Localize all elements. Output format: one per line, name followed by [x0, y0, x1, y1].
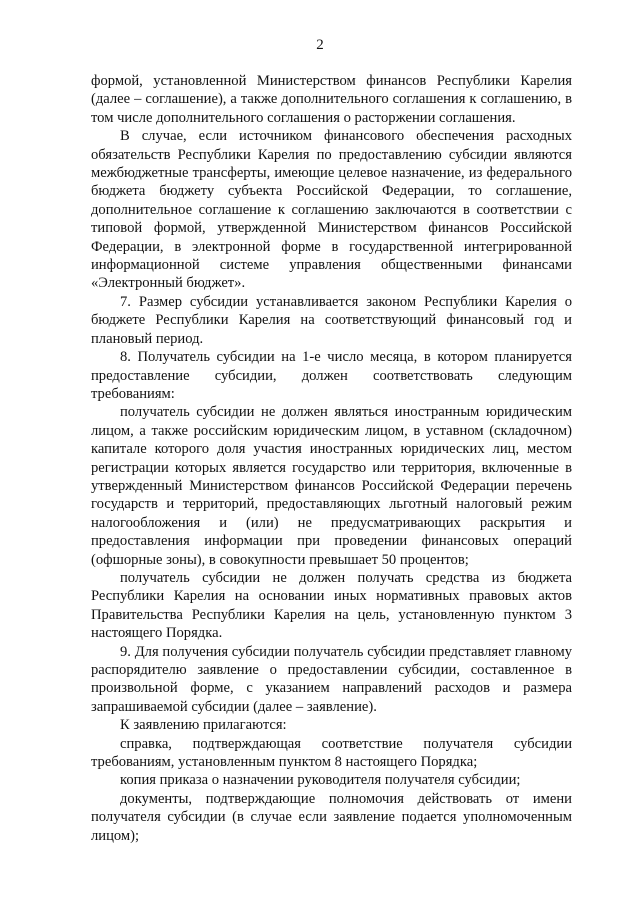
- paragraph: получатель субсидии не должен получать средства из бюджета Республики Карелия на основании иных нормативных правовых актов Правительства Республики Карелия на цель, установленную пунктом 3 настоящего Порядка.: [91, 569, 572, 642]
- paragraph-item-9: 9. Для получения субсидии получатель субсидии представляет главному распорядителю заявление о предоставлении субсидии, составленное в произвольной форме, с указанием направлений расходов и размера запрашиваемой субсидии (далее – заявление).: [91, 643, 572, 715]
- paragraph: документы, подтверждающие полномочия действовать от имени получателя субсидии (в случае если заявление подается уполномоченным лицом);: [91, 790, 572, 844]
- page-number: 2: [316, 37, 324, 53]
- paragraph: справка, подтверждающая соответствие получателя субсидии требованиям, установленным пунктом 8 настоящего Порядка;: [91, 735, 572, 771]
- paragraph: копия приказа о назначении руководителя получателя субсидии;: [120, 772, 521, 789]
- paragraph-item-8: 8. Получатель субсидии на 1-е число месяца, в котором планируется предоставление субсидии, должен соответствовать следующим требованиям:: [91, 349, 572, 402]
- paragraph-continuation: формой, установленной Министерством финансов Республики Карелия (далее – соглашение), а также дополнительного соглашения к соглашению, в том числе дополнительного соглашения о расторжении соглашения.: [91, 73, 572, 126]
- paragraph: В случае, если источником финансового обеспечения расходных обязательств Республики Карелия по предоставлению субсидии являются межбюджетные трансферты, имеющие целевое назначение, из федерального бюджета бюджету субъекта Российской Федерации, то соглашение, дополнительное соглашение к соглашению заключаются в соответствии с типовой формой, утвержденной Министерством финансов Российской Федерации, в электронной форме в государственной интегрированной информационной системе управления общественными финансами «Электронный бюджет».: [91, 128, 572, 292]
- paragraph: получатель субсидии не должен являться иностранным юридическим лицом, а также российским юридическим лицом, в уставном (складочном) капитале которого доля участия иностранных юридических лиц, местом регистрации которых является государство или территория, включенные в утвержденный Министерством финансов Российской Федерации перечень государств и территорий, предоставляющих льготный налоговый режим налогообложения и (или) не предусматривающих раскрытия и предоставления информации при проведении финансовых операций (офшорные зоны), в совокупности превышает 50 процентов;: [91, 404, 572, 568]
- paragraph: К заявлению прилагаются:: [120, 717, 287, 734]
- paragraph-item-7: 7. Размер субсидии устанавливается законом Республики Карелия о бюджете Республики Карелия на соответствующий финансовый год и плановый период.: [91, 293, 572, 347]
- document-body: [91, 72, 572, 845]
